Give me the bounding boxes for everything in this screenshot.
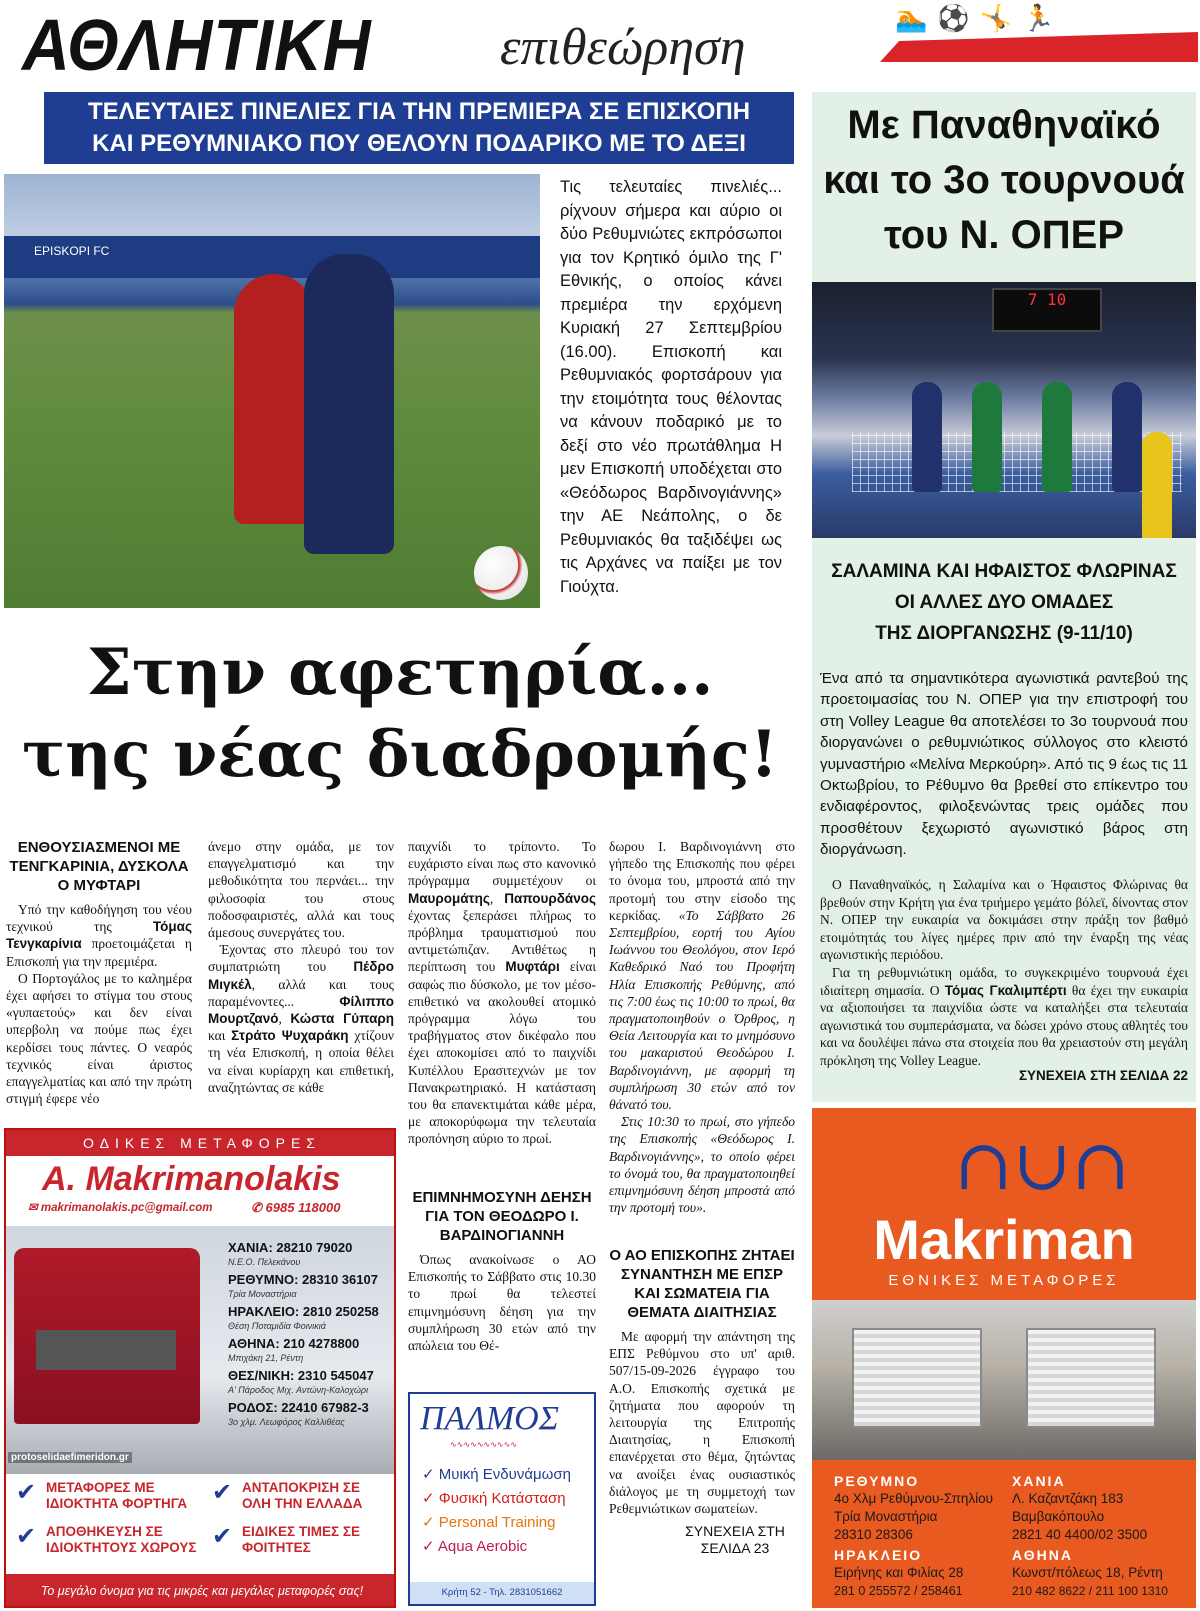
ad-feature: ΕΙΔΙΚΕΣ ΤΙΜΕΣ ΣΕ ΦΟΙΤΗΤΕΣ: [242, 1524, 361, 1555]
ad-phone: ✆ 6985 118000: [251, 1200, 341, 1215]
article-column-4: [609, 838, 795, 1216]
player-red-kit: [234, 274, 314, 524]
article-column-4-lower: [609, 1246, 795, 1558]
makriman-logo-icon: ∩∪∩: [954, 1124, 1130, 1206]
player: [972, 382, 1002, 492]
ad-feature: ΑΠΟΘΗΚΕΥΣΗ ΣΕ ΙΔΙΟΚΤΗΤΟΥΣ ΧΩΡΟΥΣ: [46, 1524, 197, 1555]
article-column-1: [6, 838, 192, 1107]
volley-subheading-line3: ΤΗΣ ΔΙΟΡΓΑΝΩΣΗΣ (9-11/10): [875, 623, 1133, 644]
player: [912, 382, 942, 492]
office-line: Τρία Μοναστήρια: [834, 1509, 938, 1524]
office-city: ΘΕΣ/ΝΙΚΗ: 2310 545047: [228, 1368, 374, 1383]
continued-notice: ΣΥΝΕΧΕΙΑ ΣΤΗ ΣΕΛΙΔΑ 23: [685, 1523, 785, 1557]
paragraph: Υπό την καθοδήγηση του νέου τεχνικού της Τόμας Τενγκαρίνια προετοιμάζεται η Επισκοπή για την πρεμιέρα.: [6, 902, 192, 969]
paragraph: Ο Παναθηναϊκός, η Σαλαμίνα και ο Ήφαιστος Φλώρινας θα βρεθούν στην Κρήτη για ένα τριήμερο γεμάτο βόλεϊ, δίνοντας στον Ν. ΟΠΕΡ την ευκαιρία να δοκιμάσει στην πράξη τον βαθμό ετοιμότητάς του λίγες ημέρες πριν από την έναρξη της νέας αγωνιστικής περιόδου.: [820, 877, 1188, 963]
office-line: Ειρήνης και Φιλίας 28: [834, 1565, 964, 1580]
ad-makriman-office: [1012, 1472, 1192, 1544]
checkmark-icon: ✔: [16, 1478, 37, 1506]
volley-subheading-line1: ΣΑΛΑΜΙΝΑ ΚΑΙ ΗΦΑΙΣΤΟΣ ΦΛΩΡΙΝΑΣ: [831, 561, 1177, 582]
office-address: Μπιχάκη 21, Ρέντη: [228, 1353, 304, 1363]
player: [1042, 382, 1072, 492]
office-line: 28310 28306: [834, 1527, 913, 1542]
ad-email: ✉ makrimanolakis.pc@gmail.com: [28, 1202, 213, 1214]
ad-makriman-brand: Makriman: [873, 1208, 1135, 1271]
truck-grill: [36, 1330, 176, 1370]
ad-palmos-item: ✓ Μυική Ενδυνάμωση: [422, 1466, 571, 1483]
ad-palmos-item: ✓ Personal Training: [422, 1514, 556, 1531]
ad-palmos[interactable]: [408, 1392, 596, 1606]
volleyball-match-photo: [812, 282, 1196, 538]
volley-title-line3: του Ν. ΟΠΕΡ: [883, 213, 1125, 257]
volley-continued-notice: ΣΥΝΕΧΕΙΑ ΣΤΗ ΣΕΛΙΔΑ 22: [1018, 1068, 1188, 1083]
paragraph: Για τη ρεθυμνιώτικη ομάδα, το συγκεκριμένο τουρνουά έχει ιδιαίτερη σημασία. Ο Τόμας Γκαλιμπέρτι θα έχει την ευκαιρία να αξιοποιήσει τα παιχνίδια ώστε να καταλήξει στα τελευταία αγωνιστικά του συμπεράσματα, να δώσει χρόνο στους αθλητές του και να δουλέψει πάνω στα στοιχεία που θα χρειαστούν στη μεγάλη πρόκληση της Volley League.: [820, 964, 1188, 1068]
volley-subheading: [812, 556, 1196, 649]
office-city: ΡΟΔΟΣ: 22410 67982-3: [228, 1400, 369, 1415]
heartbeat-icon: ∿∿∿∿∿∿∿∿∿∿: [450, 1440, 518, 1449]
ad-offices: [228, 1240, 392, 1432]
volley-title: [812, 98, 1196, 263]
volley-title-line2: και το 3ο τουρνουά: [823, 158, 1185, 202]
article-title-line2: της νέας διαδρομής!: [22, 717, 778, 792]
athletes-silhouette-icon: 🏊⚽🤸🏃: [895, 4, 1065, 34]
watermark-site: protoselidaefimeridon.gr: [8, 1452, 132, 1463]
subheading-referees: Ο ΑΟ ΕΠΙΣΚΟΠΗΣ ΖΗΤΑΕΙ ΣΥΝΑΝΤΗΣΗ ΜΕ ΕΠΣΡ ΚΑΙ ΣΩΜΑΤΕΙΑ ΓΙΑ ΘΕΜΑΤΑ ΔΙΑΙΤΗΣΙΑΣ: [609, 1247, 795, 1321]
ad-palmos-footer: Κρήτη 52 - Τηλ. 2831051662: [410, 1582, 594, 1604]
office-line: 210 482 8622 / 211 100 1310: [1012, 1584, 1168, 1598]
office-city: ΗΡΑΚΛΕΙΟ: [834, 1547, 923, 1563]
football-icon: [474, 546, 528, 600]
article-column-3-lower: [408, 1188, 596, 1354]
paragraph: Ο Πορτογάλος με το καλημέρα έχει αφήσει το στίγμα του στους «γυπαετούς» και δεν είναι υπερβολη να πούμε πως έχει κερδίσει τους πάντες. Ο νεαρός τεχνικός είναι άριστος επαγγελματίας και από την πρώτη στιγμή έφερε νέο: [6, 970, 192, 1107]
ad-feature: ΜΕΤΑΦΟΡΕΣ ΜΕ ΙΔΙΟΚΤΗΤΑ ΦΟΡΤΗΓΑ: [46, 1480, 188, 1511]
player-blue-kit: [304, 254, 394, 554]
paragraph: Έχοντας στο πλευρό του τον συμπατριώτη του Πέδρο Μιγκέλ, αλλά και τους παραμένοντες... Φίλιππο Μουρτζανό, Κώστα Γύπαρη και Στράτο Ψυχαράκη χτίζουν τη νέα Επισκοπή, η οποία θέλει να είναι κυρίαρχη και επιθετική, αναζητώντας σε κάθε: [208, 942, 395, 1095]
office-city: ΑΘΗΝΑ: [1012, 1547, 1073, 1563]
intro-text: Τις τελευταίες πινελιές... ρίχνουν σήμερα και αύριο οι δύο Ρεθυμνιώτες εκπρόσωποι για τον Κρητικό όμιλο της Γ' Εθνικής, ο οποίος κάνει πρεμιέρα την ερχόμενη Κυριακή 27 Σεπτεμβρίου (16.00). Επισκοπή και Ρεθυμνιακός φορτσάρουν για την ετοιμότητα τους θέλοντας να κάνουν ποδαρικό με το δεξί στο νέο πρωτάθλημα Η μεν Επισκοπή υποδέχεται στο «Θεόδωρος Βαρδινογιάννης» την ΑΕ Νεάπολης, ο δε Ρεθυμνιακός θα ταξιδέψει ως τις Αρχάνες να παίξει με τον Γιούχτα.: [560, 178, 782, 596]
football-match-photo: [4, 174, 540, 608]
office-line: Λ. Καζαντζάκη 183: [1012, 1491, 1124, 1506]
ad-palmos-item: ✓ Φυσική Κατάσταση: [422, 1490, 566, 1507]
office-city: ΧΑΝΙΑ: 28210 79020: [228, 1240, 353, 1255]
ad-slogan: Το μεγάλο όνομα για τις μικρές και μεγάλες μεταφορές σας!: [6, 1574, 396, 1608]
office-address: Ν.Ε.Ο. Πελεκάνου: [228, 1257, 301, 1267]
checkmark-icon: ✔: [212, 1522, 233, 1550]
ad-logo: A. Makrimanolakis: [42, 1160, 341, 1198]
checkmark-icon: ✔: [212, 1478, 233, 1506]
masthead-title: ΑΘΛΗΤΙΚΗ: [22, 6, 372, 86]
paragraph: δωρου Ι. Βαρδινογιάννη στο γήπεδο της Επισκοπής που φέρει το όνομα του, μπροστά από την προτομή του στην είσοδο της κερκίδας. «Το Σάββατο 26 Σεπτεμβρίου, εορτή του Αγίου Ιωάννου του Θεολόγου, στον Ιερό Καθεδρικό Ναό του Προφήτη Ηλία Επισκοπής Ρεθύμνης, από τις 7:00 έως τις 10:00 το πρωί, θα πραγματοποιηθούν ο Όρθρος, η Θεία Λειτουργία και το μνημόσυνο του μακαριστού Θεοδώρου Ι. Βαρδινογιάννη, με αφορμή τη συμπλήρωση 30 ετών από τον θάνατό του.: [609, 839, 795, 1113]
subheading-tengarinia: ΕΝΘΟΥΣΙΑΣΜΕΝΟΙ ΜΕ ΤΕΝΓΚΑΡΙΝΙΑ, ΔΥΣΚΟΛΑ Ο ΜΥΦΤΑΡΙ: [9, 839, 189, 894]
headline-box: [44, 92, 794, 164]
volley-title-line1: Με Παναθηναϊκό: [847, 103, 1161, 147]
article-column-3: [408, 838, 596, 1148]
article-column-2: [208, 838, 394, 1096]
volley-body: [820, 876, 1188, 1070]
ad-makriman[interactable]: [812, 1108, 1196, 1608]
article-title-line1: Στην αφετηρία...: [86, 635, 714, 710]
office-line: Βαμβακόπουλο: [1012, 1509, 1105, 1524]
paragraph: Με αφορμή την απάντηση της ΕΠΣ Ρεθύμνου στο υπ' αριθ. 507/15-09-2026 έγγραφο του Α.Ο. Επισκοπής σχετικά με ζητήματα που αφορούν τη λειτουργία της Επιτροπής Διαιτησίας, η Επισκοπή επανέρχεται στο θέμα, ζητώντας να ανοίξει ένας ουσιαστικός διάλογος με τη συμμετοχή των Ρεθεμνιώτικων σωματείων.: [609, 1329, 795, 1517]
ad-feature: ΑΝΤΑΠΟΚΡΙΣΗ ΣΕ ΟΛΗ ΤΗΝ ΕΛΛΑΔΑ: [242, 1480, 363, 1511]
ad-makriman-office: [834, 1546, 1004, 1600]
volley-subheading-line2: ΟΙ ΑΛΛΕΣ ΔΥΟ ΟΜΑΔΕΣ: [894, 592, 1114, 613]
subheading-memorial: ΕΠΙΜΝΗΜΟΣΥΝΗ ΔΕΗΣΗ ΓΙΑ ΤΟΝ ΘΕΟΔΩΡΟ Ι. ΒΑΡΔΙΝΟΓΙΑΝΝΗ: [412, 1189, 592, 1244]
ad-band: ΟΔΙΚΕΣ ΜΕΤΑΦΟΡΕΣ: [6, 1130, 396, 1156]
ad-makrimanolakis[interactable]: [4, 1128, 396, 1608]
ad-makriman-office: [1012, 1546, 1194, 1600]
paragraph: Στις 10:30 το πρωί, στο γήπεδο της Επισκοπής «Θεόδωρος Ι. Βαρδινογιάννης», το οποίο φέρει το όνομά του, θα πραγματοποιηθεί επιμνημόσυνη δέηση μπροστά από την προτομή του».: [609, 1114, 795, 1216]
office-address: 3ο χλμ. Λεωφόρος Καλλιθέας: [228, 1417, 345, 1427]
stadium-wall-text: EPISKOPI FC: [34, 244, 110, 258]
office-city: ΑΘΗΝΑ: 210 4278800: [228, 1336, 360, 1351]
scoreboard: 7 10: [992, 288, 1102, 332]
office-city: ΧΑΝΙΑ: [1012, 1473, 1066, 1489]
article-title: [0, 632, 800, 796]
checkmark-icon: ✔: [16, 1522, 37, 1550]
office-address: Θέση Ποταμιδία Φοινικιά: [228, 1321, 326, 1331]
player: [1112, 382, 1142, 492]
paragraph: άνεμο στην ομάδα, με τον επαγγελματισμό και την μεθοδικότητα του περνάει... την φιλοσοφία του στους ποδοσφαιριστές, αλλά και τους άμεσους συνεργάτες του.: [208, 839, 394, 941]
office-line: Κωνστ/πόλεως 18, Ρέντη: [1012, 1565, 1163, 1580]
warehouse-door: [852, 1328, 982, 1428]
office-line: 4ο Χλμ Ρεθύμνου-Σπηλίου: [834, 1491, 994, 1506]
office-address: Τρία Μοναστήρια: [228, 1289, 297, 1299]
office-line: 2821 40 4400/02 3500: [1012, 1527, 1148, 1542]
ad-palmos-item: ✓ Aqua Aerobic: [422, 1538, 528, 1555]
volley-lead: Ένα από τα σημαντικότερα αγωνιστικά ραντεβού της προετοιμασίας του Ν. ΟΠΕΡ για την επιστροφή του στη Volley League θα αποτελέσει το 3ο τουρνουά που διοργανώνει ο ρεθυμνιώτικος σύλλογος στο κλειστό γυμναστήριο «Μελίνα Μερκούρη». Από τις 9 έως τις 11 Οκτωβρίου, το Ρέθυμνο θα βρεθεί στο επίκεντρο του ενδιαφέροντος, φιλοξενώντας τρεις ομάδες που προσθέτουν ξεχωριστό αγωνιστικό βάρος στη διοργάνωση.: [820, 670, 1189, 859]
paragraph: παιχνίδι το τρίποντο. Το ευχάριστο είναι πως στο κανονικό πρόγραμμα συμμετέχουν οι Μαυρομάτης, Παπουρδάνος έχοντας ξεπεράσει πλήρως το πρόβλημα τραυματισμού που αντιμετώπιζαν. Αντιθέτως η περίπτωση του Μυφτάρι είναι σαφώς πιο δύσκολο, με τον μέσο-επιθετικό να ακολουθεί ατομικό πρόγραμμα λόγω του τραβήγματος στον δικέφαλο που έχει αποκομίσει από το παιχνίδι Κυπέλλου Ερασιτεχνών με τον Πανακρωτηριακό. Η κατάσταση του θα επανεκτιμάται κάθε μέρα, με αποκορύφωμα την τελευταία προπόνηση αύριο το πρωί.: [408, 839, 596, 1147]
headline-line1: ΤΕΛΕΥΤΑΙΕΣ ΠΙΝΕΛΙΕΣ ΓΙΑ ΤΗΝ ΠΡΕΜΙΕΡΑ ΣΕ ΕΠΙΣΚΟΠΗ: [87, 98, 751, 125]
player: [1142, 432, 1172, 538]
office-city: ΗΡΑΚΛΕΙΟ: 2810 250258: [228, 1304, 379, 1319]
office-city: ΡΕΘΥΜΝΟ: 28310 36107: [228, 1272, 378, 1287]
ad-makriman-office: [834, 1472, 1004, 1544]
headline-line2: ΚΑΙ ΡΕΘΥΜΝΙΑΚΟ ΠΟΥ ΘΕΛΟΥΝ ΠΟΔΑΡΙΚΟ ΜΕ ΤΟ ΔΕΞΙ: [92, 130, 746, 157]
warehouse-door: [1026, 1328, 1156, 1428]
office-line: 281 0 255572 / 258461: [834, 1584, 963, 1598]
paragraph: Όπως ανακοίνωσε ο ΑΟ Επισκοπής το Σάββατο στις 10.30 το πρωί θα τελεστεί επιμνημόσυνη δέηση για την συμπλήρωση 30 ετών από την απώλεια του Θέ-: [408, 1252, 596, 1354]
ad-makriman-tagline: ΕΘΝΙΚΕΣ ΜΕΤΑΦΟΡΕΣ: [888, 1272, 1120, 1289]
masthead-subtitle: επιθεώρηση: [500, 19, 746, 76]
office-address: Α' Πάροδος Μιχ. Αντώνη-Καλοχώρι: [228, 1385, 369, 1395]
office-city: ΡΕΘΥΜΝΟ: [834, 1473, 920, 1489]
ad-palmos-title: ΠΑΛΜΟΣ: [420, 1400, 559, 1437]
